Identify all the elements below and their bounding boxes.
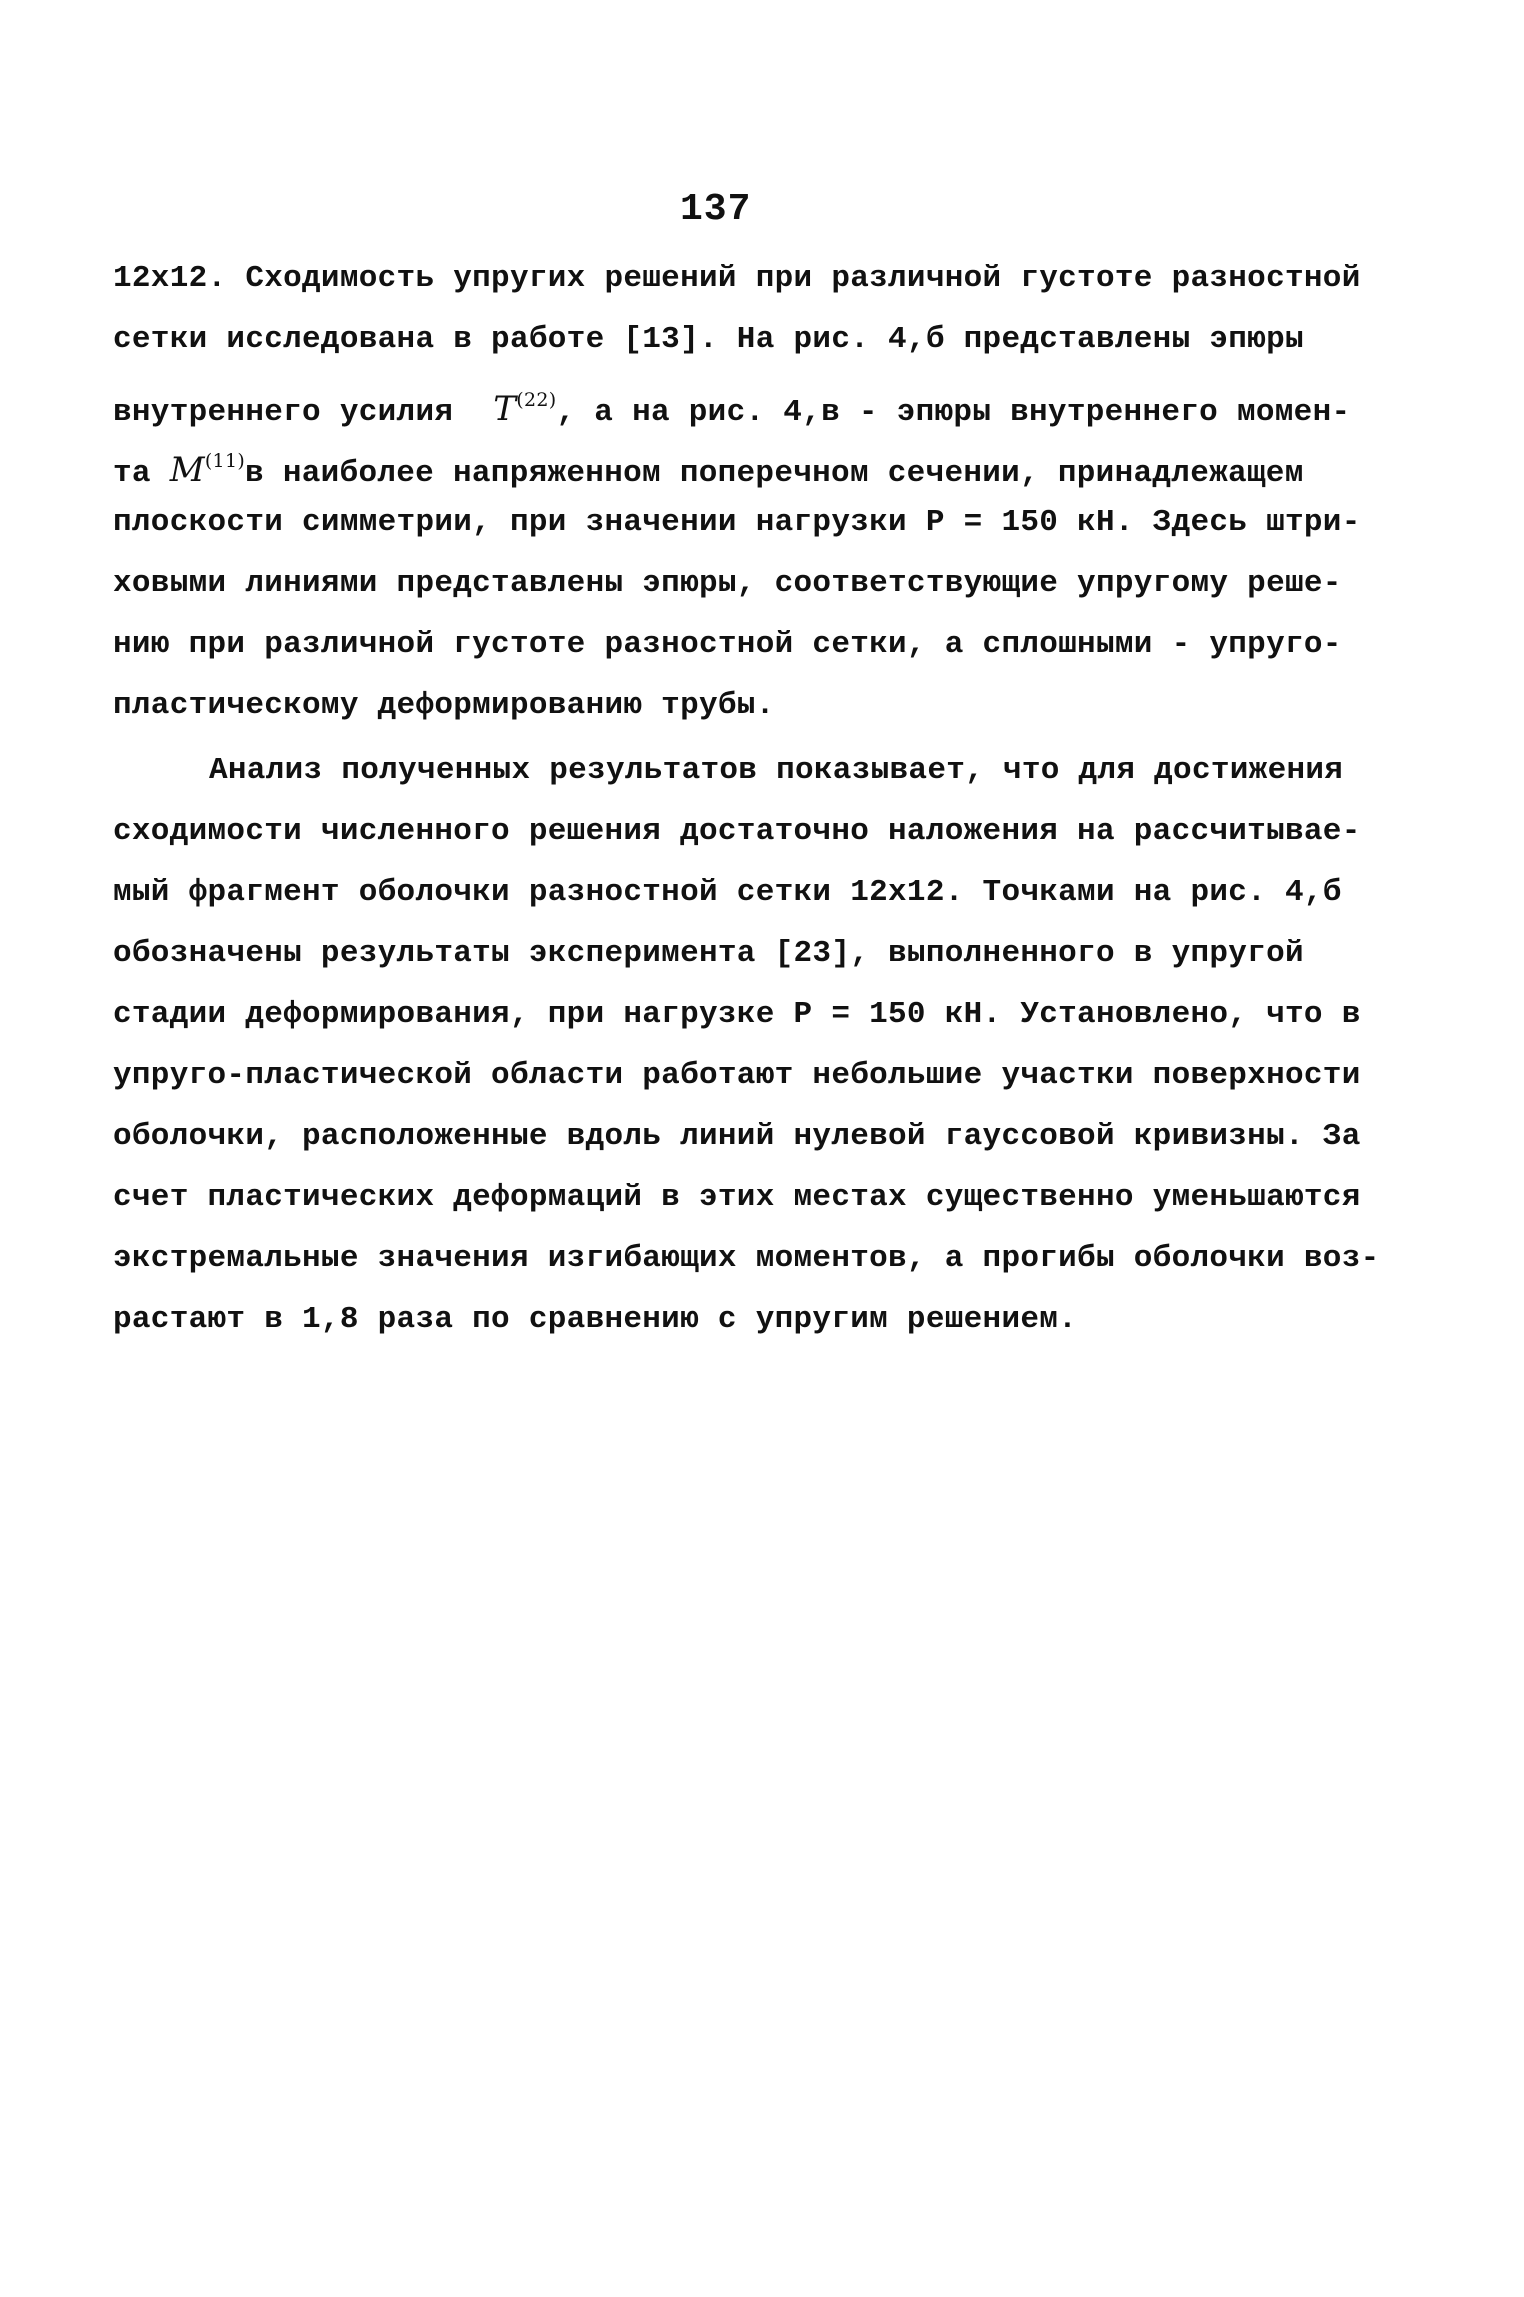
text-fragment: внутреннего усилия [113, 395, 454, 430]
text-fragment: , а на рис. 4,в - эпюры внутреннего момен- [556, 395, 1351, 430]
text-line: оболочки, расположенные вдоль линий нулевой гауссовой кривизны. За [113, 1119, 1361, 1154]
text-line: 12x12. Сходимость упругих решений при различной густоте разностной [113, 261, 1361, 296]
text-line [113, 431, 1403, 492]
math-superscript: (22) [516, 389, 557, 411]
text-line: плоскости симметрии, при значении нагрузки P = 150 кН. Здесь штри- [113, 505, 1361, 540]
math-symbol-m11 [170, 450, 245, 490]
text-line: Анализ полученных результатов показывает, что для достижения [209, 753, 1344, 788]
text-line: упруго-пластической области работают небольшие участки поверхности [113, 1058, 1361, 1093]
paragraph-2 [113, 740, 1403, 1350]
math-base: M [169, 450, 205, 490]
text-line: экстремальные значения изгибающих моментов, а прогибы оболочки воз- [113, 1241, 1380, 1276]
text-line: сходимости численного решения достаточно наложения на рассчитывае- [113, 814, 1361, 849]
text-line: ховыми линиями представлены эпюры, соответствующие упругому реше- [113, 566, 1342, 601]
text-line: пластическому деформированию трубы. [113, 688, 775, 723]
math-symbol-t22 [493, 389, 556, 429]
text-line: сетки исследована в работе [13]. На рис. 4,б представлены эпюры [113, 322, 1304, 357]
math-base: T [493, 389, 517, 429]
page-number: 137 [680, 188, 752, 231]
text-line: нию при различной густоте разностной сетки, а сплошными - упруго- [113, 627, 1342, 662]
math-superscript: (11) [204, 450, 246, 472]
text-line [113, 370, 1403, 431]
text-fragment: та [113, 456, 151, 491]
text-line: счет пластических деформаций в этих местах существенно уменьшаются [113, 1180, 1361, 1215]
text-fragment: в наиболее напряженном поперечном сечении, принадлежащем [245, 456, 1304, 491]
text-line: стадии деформирования, при нагрузке P = 150 кН. Установлено, что в [113, 997, 1361, 1032]
text-line: мый фрагмент оболочки разностной сетки 12x12. Точками на рис. 4,б [113, 875, 1342, 910]
paragraph-1 [113, 248, 1403, 736]
text-line: обозначены результаты эксперимента [23], выполненного в упругой [113, 936, 1304, 971]
text-line: растают в 1,8 раза по сравнению с упругим решением. [113, 1302, 1078, 1337]
